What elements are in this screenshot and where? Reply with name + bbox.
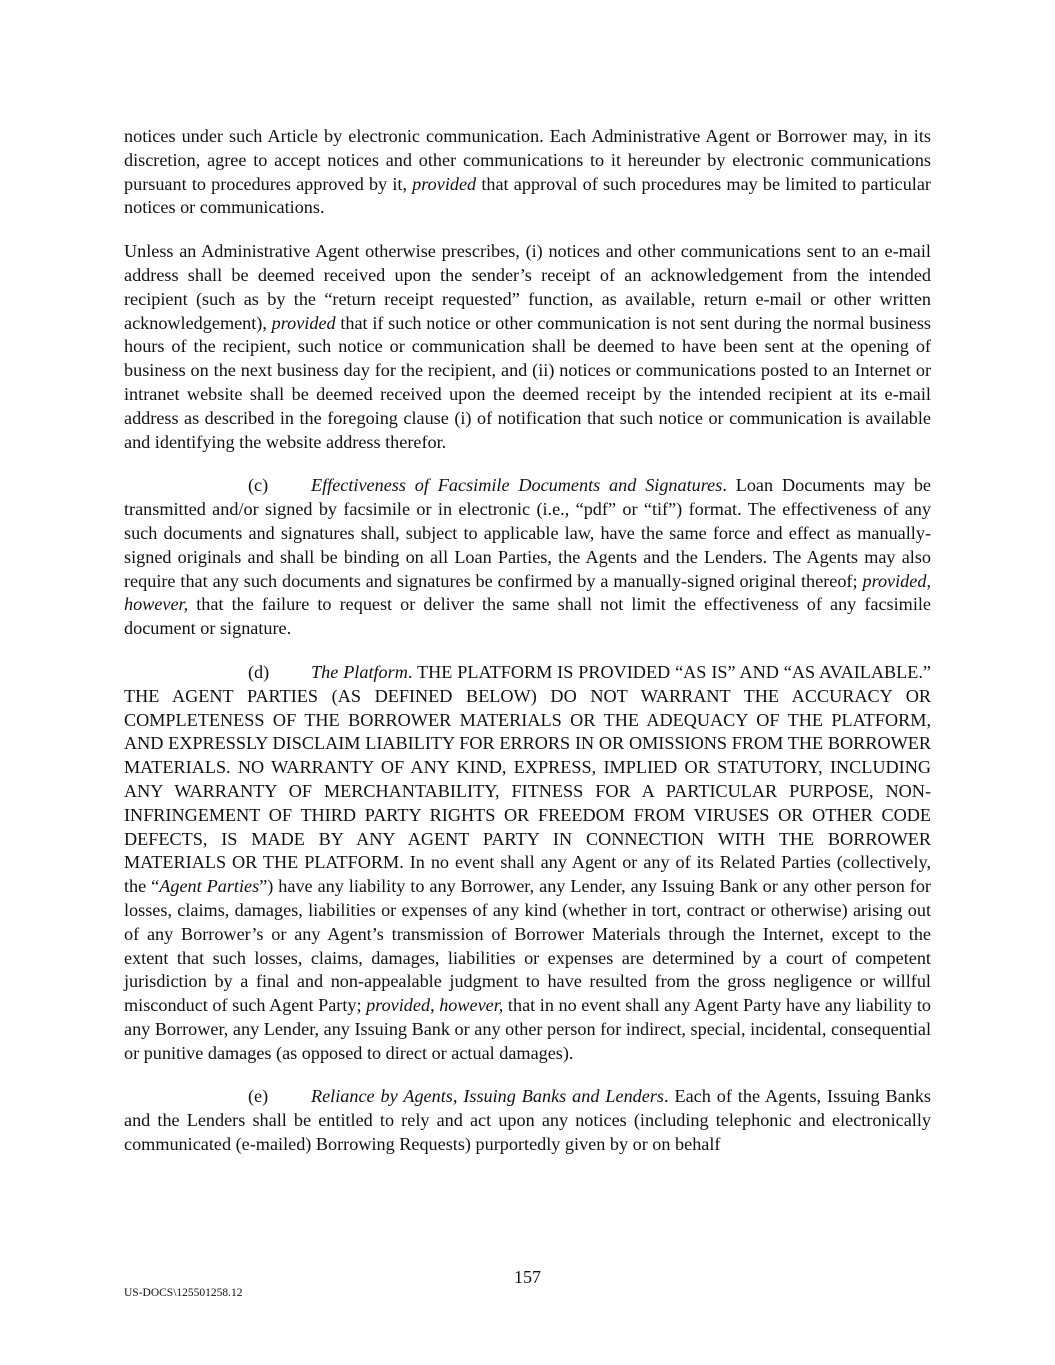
text: . THE PLATFORM IS PROVIDED “AS IS” AND “AS AVAILABLE.” THE AGENT PARTIES (AS DEFINED BELOW) DO NOT WARRANT THE ACCURACY OR COMPLETENESS OF THE BORROWER MATERIALS OR THE ADEQUACY OF THE PLATFORM, AND EXPRESSLY DISCLAIM LIABILITY FOR ERRORS IN OR OMISSIONS FROM THE BORROWER MATERIALS. NO WARRANTY OF ANY KIND, EXPRESS, IMPLIED OR STATUTORY, INCLUDING ANY WARRANTY OF MERCHANTABILITY, FITNESS FOR A PARTICULAR PURPOSE, NON-INFRINGEMENT OF THIRD PARTY RIGHTS OR FREEDOM FROM VIRUSES OR OTHER CODE DEFECTS, IS MADE BY ANY AGENT PARTY IN CONNECTION WITH THE BORROWER MATERIALS OR THE PLATFORM. In no event shall any Agent or any of its Related Parties (collectively, the “ — [124, 661, 931, 897]
text: notices under such Article by electronic communication. Each Administrative Agent or Borrower may, in its discretion, agree to accept notices and other communications to it hereunder by electronic communications pursuant to procedures approved by it, — [124, 126, 931, 194]
italic-term: provided — [412, 173, 477, 194]
section-d-platform — [124, 661, 931, 1066]
text: that the failure to request or deliver the same shall not limit the effectiveness of any facsimile document or signature. — [124, 594, 931, 639]
italic-term: provided — [862, 570, 927, 591]
section-heading: Reliance by Agents, Issuing Banks and Lenders — [311, 1086, 665, 1107]
italic-term: however, — [124, 594, 189, 615]
text: , — [430, 995, 440, 1016]
document-id: US-DOCS\125501258.12 — [124, 1287, 243, 1299]
text: that approval of such procedures may be limited to particular notices or communications. — [124, 173, 931, 218]
italic-term: provided — [271, 312, 336, 333]
text: that in no event shall any Agent Party have any liability to any Borrower, any Lender, any Issuing Bank or any other person for indirect, special, incidental, consequential or punitive damages (as opposed to direct or actual damages). — [124, 995, 931, 1063]
text: that if such notice or other communication is not sent during the normal business hours of the recipient, such notice or communication shall be deemed to have been sent at the opening of business on the next business day for the recipient, and (ii) notices or communications posted to an Internet or intranet website shall be deemed received upon the deemed receipt by the intended recipient at its e-mail address as described in the foregoing clause (i) of notification that such notice or communication is available and identifying the website address therefor. — [124, 312, 931, 452]
text: Unless an Administrative Agent otherwise prescribes, (i) notices and other communications sent to an e-mail address shall be deemed received upon the sender’s receipt of an acknowledgement from the intended recipient (such as by the “return receipt requested” function, as available, return e-mail or other written acknowledgement), — [124, 241, 931, 333]
section-e-reliance — [124, 1085, 931, 1156]
paragraph-email-notices — [124, 240, 931, 454]
italic-term: Agent Parties — [159, 876, 260, 897]
page-number: 157 — [514, 1267, 541, 1287]
section-number: (d) — [248, 661, 270, 682]
text: . Each of the Agents, Issuing Banks and the Lenders shall be entitled to rely and act upon any notices (including telephonic and electronically communicated (e-mailed) Borrowing Requests) purportedly given by or on behalf — [124, 1086, 931, 1155]
text: . Loan Documents may be transmitted and/or signed by facsimile or in electronic (i.e., “pdf” or “tif”) format. The effectiveness of any such documents and signatures shall, subject to applicable law, have the same force and effect as manually-signed originals and shall be binding on all Loan Parties, the Agents and the Lenders. The Agents may also require that any such documents and signatures be confirmed by a manually-signed original thereof; — [124, 475, 931, 591]
section-heading: Effectiveness of Facsimile Documents and Signatures — [311, 475, 723, 496]
italic-term: however, — [439, 995, 504, 1016]
paragraph-notices-article — [124, 125, 931, 220]
section-c-facsimile — [124, 474, 931, 641]
section-number: (c) — [248, 475, 269, 496]
text: , — [926, 570, 931, 591]
text: ”) have any liability to any Borrower, any Lender, any Issuing Bank or any other person for losses, claims, damages, liabilities or expenses of any kind (whether in tort, contract or otherwise) arising out of any Borrower’s or any Agent’s transmission of Borrower Materials through the Internet, except to the extent that such losses, claims, damages, liabilities or expenses are determined by a court of competent jurisdiction by a final and non-appealable judgment to have resulted from the gross negligence or willful misconduct of such Agent Party; — [124, 876, 931, 1016]
italic-term: provided — [366, 995, 431, 1016]
section-number: (e) — [248, 1086, 269, 1107]
document-body — [124, 125, 931, 1177]
section-heading: The Platform — [311, 661, 408, 682]
